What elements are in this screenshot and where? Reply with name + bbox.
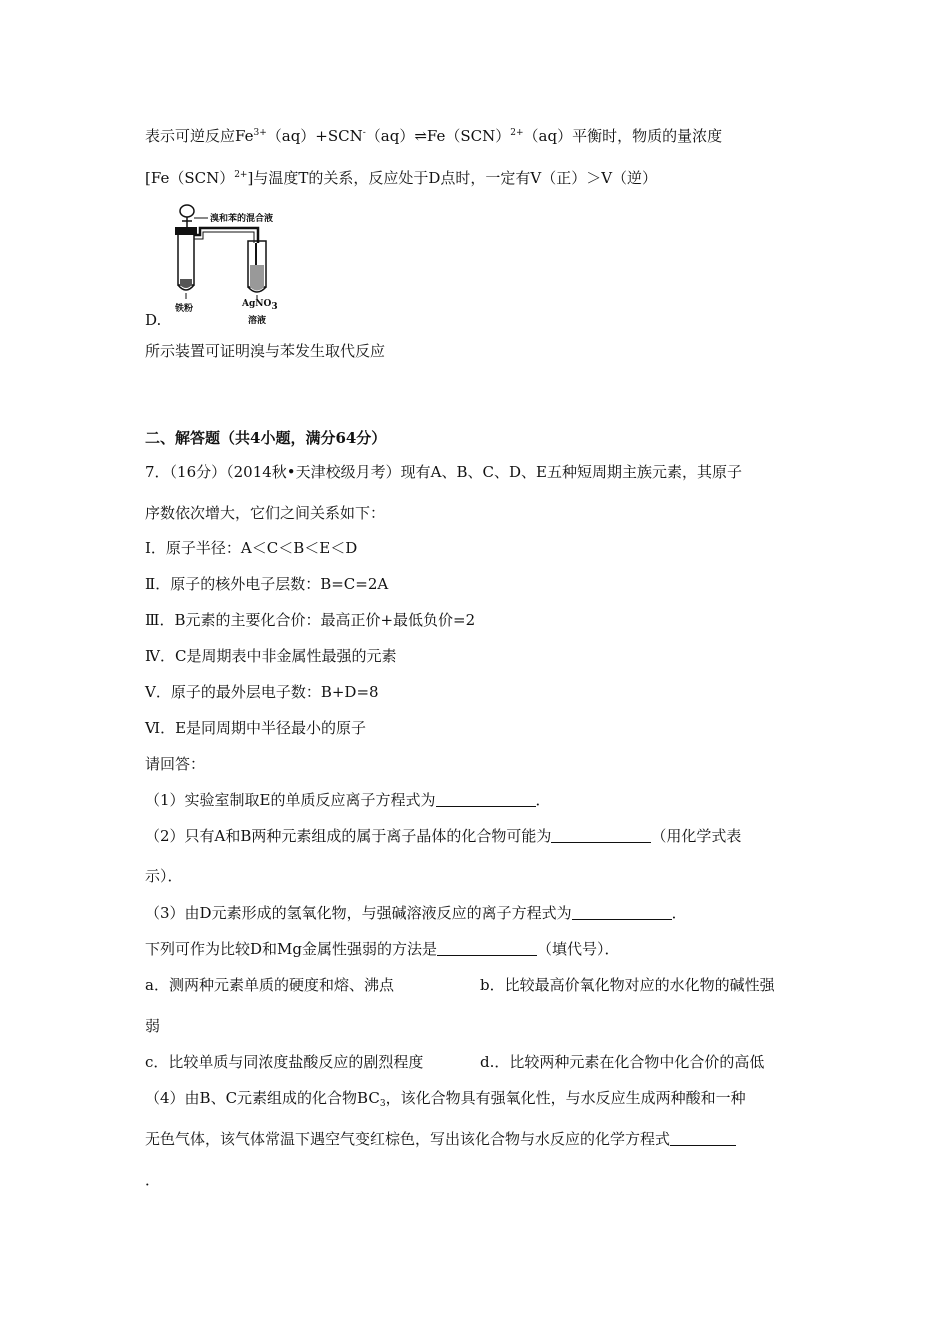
ask-label: 请回答： — [145, 755, 206, 773]
label-iron-powder: 铁粉 — [175, 304, 194, 314]
part-2 — [145, 826, 741, 846]
text: （aq）+SCN — [266, 127, 363, 145]
text: （用化学式表 — [651, 827, 742, 845]
condition-2: Ⅱ．原子的核外电子层数：B=C=2A — [145, 575, 389, 593]
left-stopper — [175, 227, 197, 235]
text: ，该化合物具有强氧化性，与水反应生成两种酸和一种 — [385, 1089, 746, 1107]
answer-blank-1[interactable] — [436, 791, 536, 807]
superscript: 3+ — [253, 128, 267, 138]
text: ． — [671, 904, 687, 922]
intro-line-2 — [145, 168, 657, 188]
part-1 — [145, 790, 551, 810]
part-4 — [145, 1088, 746, 1108]
answer-blank-4[interactable] — [437, 940, 537, 956]
part-3b — [145, 939, 620, 959]
funnel-bulb — [180, 205, 194, 217]
superscript: - — [362, 128, 366, 138]
subscript: 3 — [379, 1099, 386, 1109]
condition-1: Ⅰ．原子半径：A＜C＜B＜E＜D — [145, 539, 358, 557]
text: （4）由B、C元素组成的化合物BC — [145, 1089, 380, 1107]
choice-b-line-2: 弱 — [145, 1017, 161, 1035]
choice-b: b．比较最高价氧化物对应的水化物的碱性强 — [480, 976, 775, 994]
condition-4: Ⅳ．C是周期表中非金属性最强的元素 — [145, 647, 397, 665]
label-mixture: 溴和苯的混合液 — [210, 214, 274, 224]
answer-blank-5[interactable] — [670, 1130, 736, 1146]
superscript: 2+ — [510, 128, 524, 138]
text: 表示可逆反应Fe — [145, 127, 254, 145]
text: （1）实验室制取E的单质反应离子方程式为 — [145, 791, 436, 809]
part-2-line-2: 示）． — [145, 867, 183, 885]
answer-blank-2[interactable] — [551, 827, 651, 843]
answer-blank-3[interactable] — [572, 904, 672, 920]
text: （填代号）． — [537, 940, 620, 958]
option-d-label: D. — [145, 311, 162, 329]
text: （aq）平衡时，物质的量浓度 — [523, 127, 723, 145]
text: [Fe（SCN） — [145, 169, 235, 187]
subscript: 3 — [271, 302, 278, 312]
label-solution: 溶液 — [248, 316, 267, 326]
part-4-end: ． — [145, 1171, 161, 1189]
option-d-text: 所示装置可证明溴与苯发生取代反应 — [145, 342, 386, 360]
apparatus-diagram — [170, 197, 310, 327]
condition-3: Ⅲ．B元素的主要化合价：最高正价+最低负价=2 — [145, 611, 476, 629]
text: ]与温度T的关系，反应处于D点时，一定有V（正）＞V（逆） — [247, 169, 658, 187]
text: （3）由D元素形成的氢氧化物，与强碱溶液反应的离子方程式为 — [145, 904, 572, 922]
text: ． — [535, 791, 551, 809]
q7-line-1: 7．（16分）（2014秋•天津校级月考）现有A、B、C、D、E五种短周期主族元素，其原子 — [145, 463, 742, 481]
text: （2）只有A和B两种元素组成的属于离子晶体的化合物可能为 — [145, 827, 552, 845]
text: 无色气体，该气体常温下遇空气变红棕色，写出该化合物与水反应的化学方程式 — [145, 1130, 671, 1148]
part-3 — [145, 903, 687, 923]
superscript: 2+ — [234, 170, 248, 180]
text: AgNO — [242, 299, 272, 309]
intro-line-1 — [145, 126, 722, 146]
condition-6: Ⅵ．E是同周期中半径最小的原子 — [145, 719, 367, 737]
text: 下列可作为比较D和Mg金属性强弱的方法是 — [145, 940, 437, 958]
choice-a: a．测两种元素单质的硬度和熔、沸点 — [145, 976, 394, 994]
choice-d: d.．比较两种元素在化合物中化合价的高低 — [480, 1053, 765, 1071]
text: （aq）⇌Fe（SCN） — [365, 127, 511, 145]
condition-5: Ⅴ．原子的最外层电子数：B+D=8 — [145, 683, 379, 701]
part-4-line-2 — [145, 1129, 736, 1149]
q7-line-2: 序数依次增大，它们之间关系如下： — [145, 504, 386, 522]
left-test-tube — [178, 229, 194, 285]
section-title: 二、解答题（共4小题，满分64分） — [145, 429, 387, 447]
choice-c: c．比较单质与同浓度盐酸反应的剧烈程度 — [145, 1053, 424, 1071]
label-silver-nitrate — [242, 299, 278, 312]
